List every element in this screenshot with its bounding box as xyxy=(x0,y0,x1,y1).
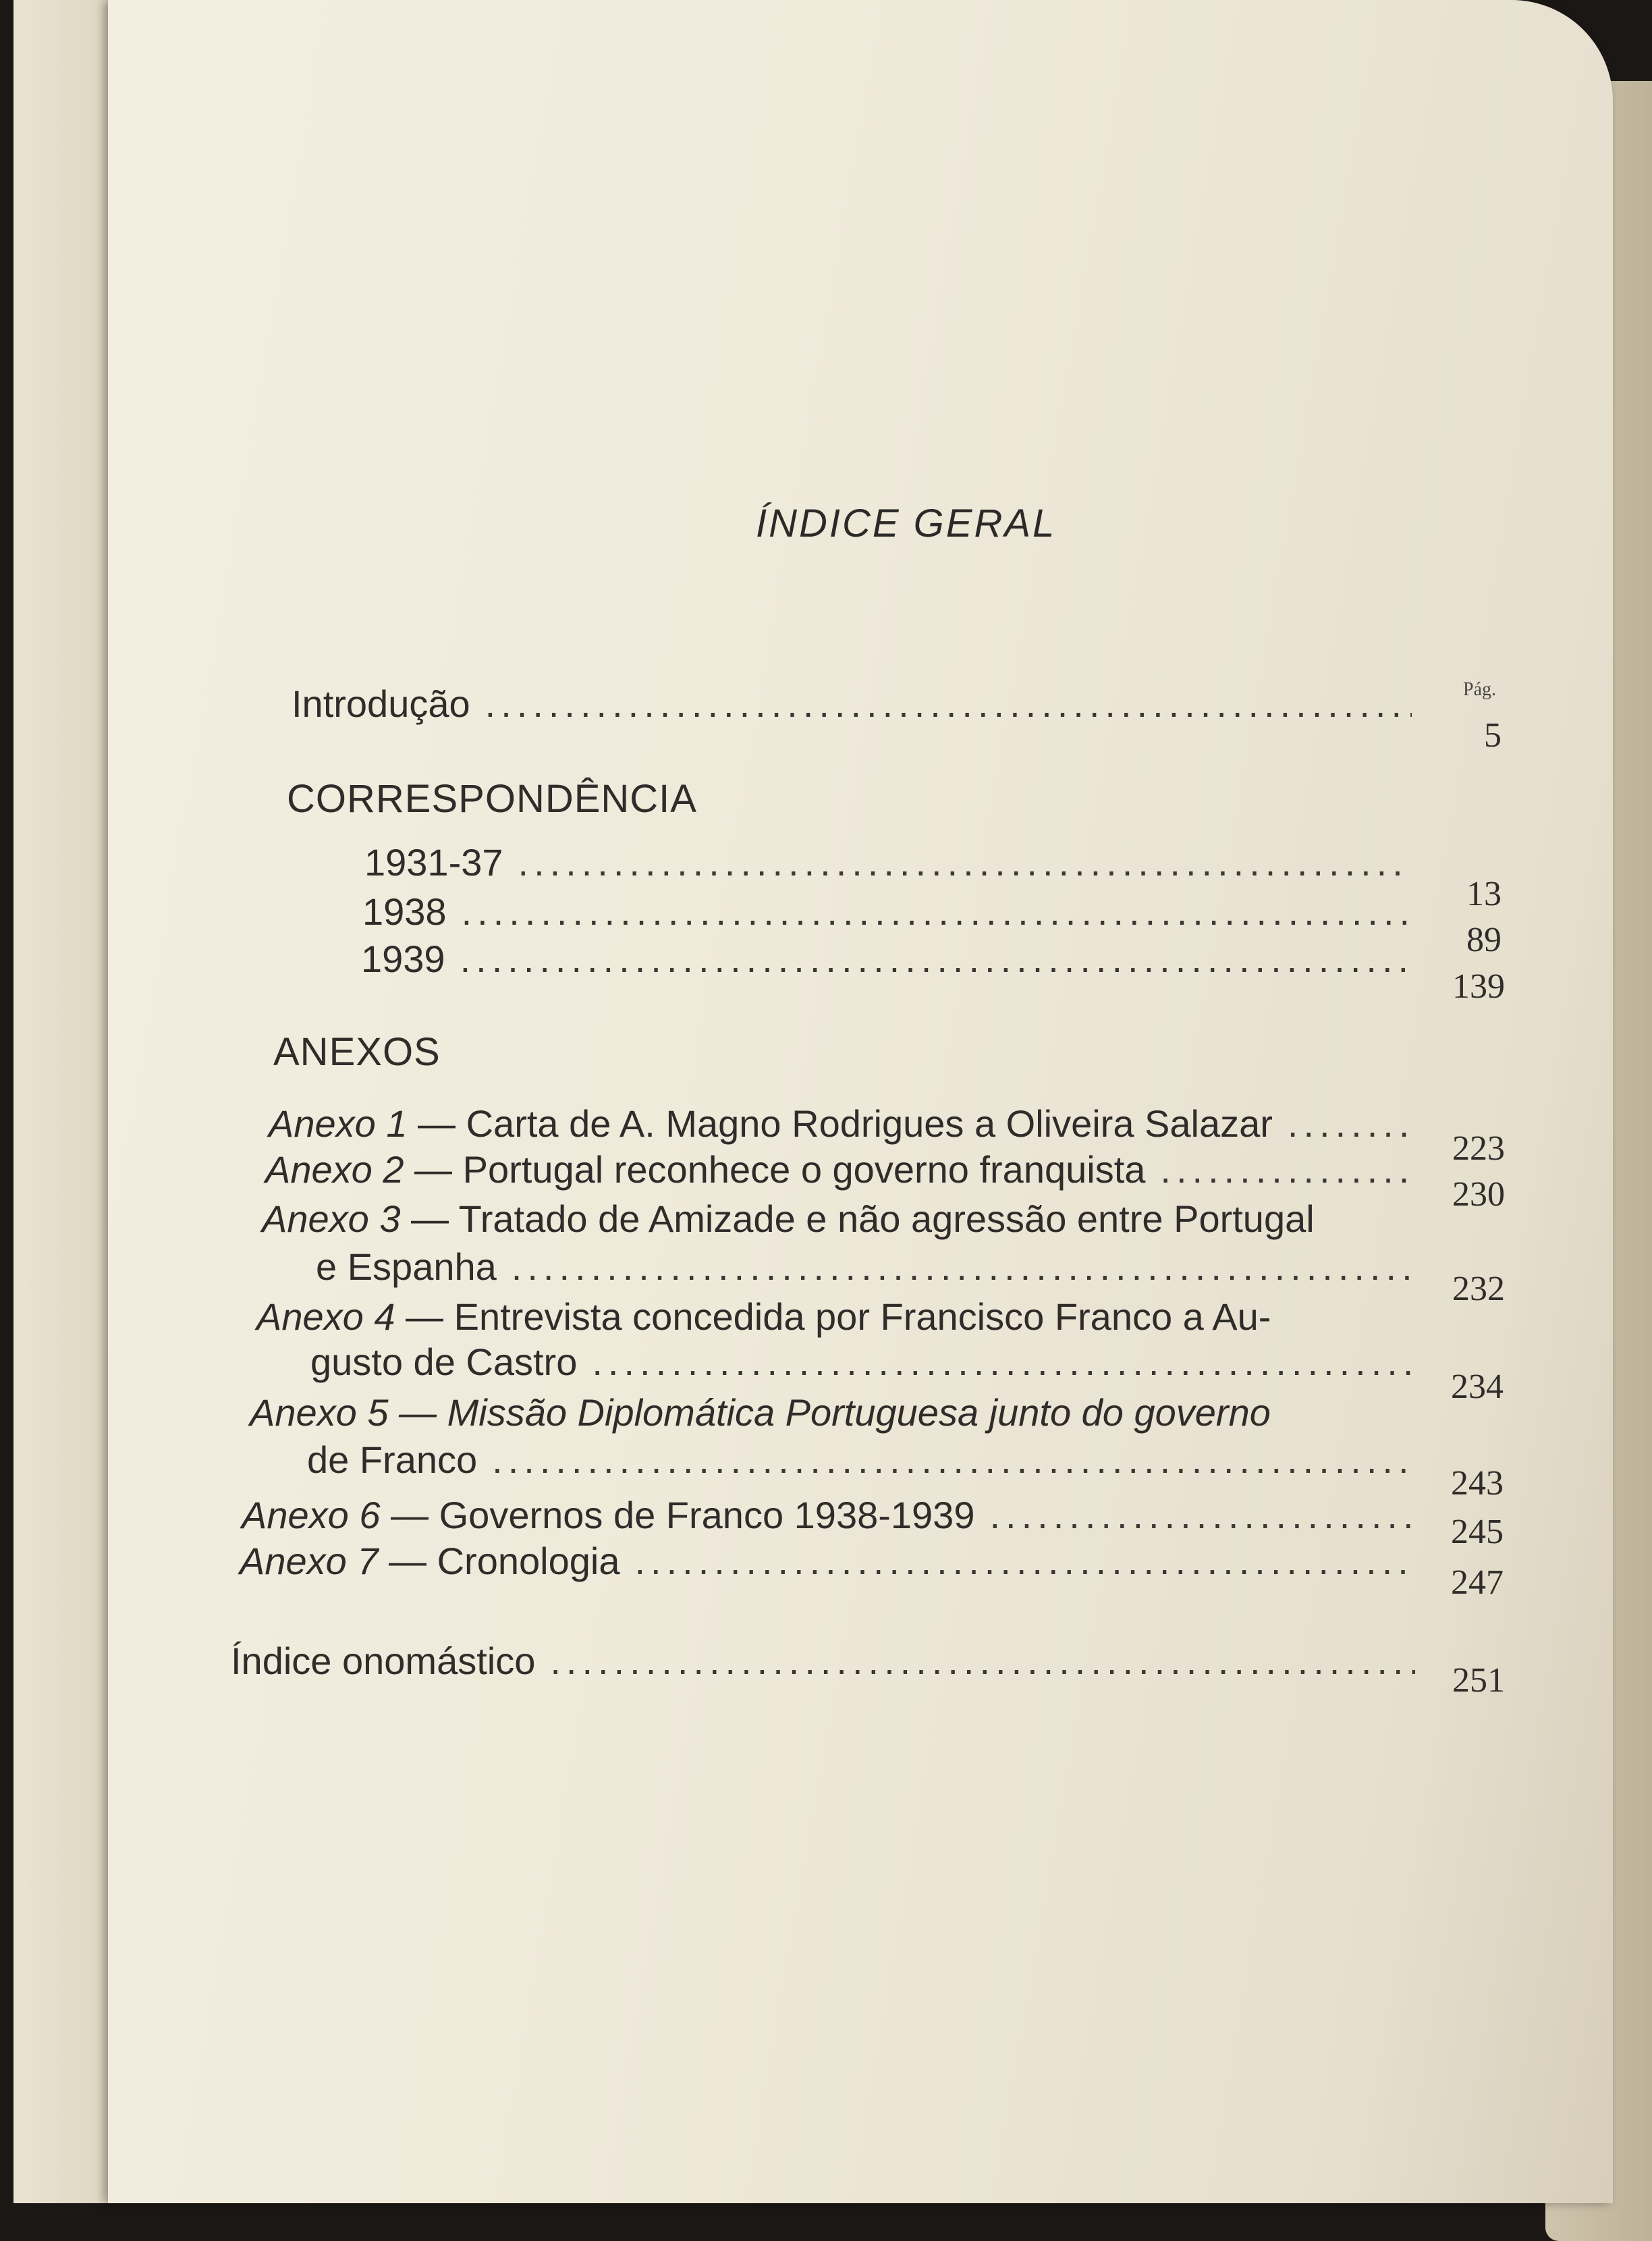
page-number: 139 xyxy=(1452,967,1505,1006)
toc-entry-anexo-5-continued: de Franco ..... xyxy=(307,1438,1414,1482)
page-number: 13 xyxy=(1466,875,1502,913)
toc-entry-anexo-1: Anexo 1 — Carta de A. Magno Rodrigues a Oliveira Salazar ..... xyxy=(269,1102,1409,1145)
page-number: 243 xyxy=(1451,1464,1504,1503)
page-number: 251 xyxy=(1452,1661,1505,1700)
toc-entry-anexo-3-continued: e Espanha ..... xyxy=(316,1245,1412,1289)
book-cover-edge xyxy=(13,0,115,2203)
page-number: 89 xyxy=(1466,921,1502,959)
toc-entry-anexo-5: Anexo 5 — Missão Diplomática Portuguesa junto do governo xyxy=(250,1391,1271,1434)
toc-entry-introducao: Introdução ..... xyxy=(292,682,1412,726)
page-number: 247 xyxy=(1451,1563,1504,1602)
section-heading-correspondencia: CORRESPONDÊNCIA xyxy=(287,777,697,821)
toc-entry-anexo-3: Anexo 3 — Tratado de Amizade e não agressão entre Portugal xyxy=(262,1197,1315,1240)
toc-entry: 1938 ..... xyxy=(362,890,1410,934)
page-column-label: Pág. xyxy=(1463,679,1496,700)
page-number: 230 xyxy=(1452,1175,1505,1214)
toc-entry: 1931-37 ..... xyxy=(364,840,1410,884)
page-number: 245 xyxy=(1451,1513,1504,1551)
toc-entry: 1939 ..... xyxy=(361,937,1410,981)
page-number: 223 xyxy=(1452,1129,1505,1168)
toc-entry-anexo-7: Anexo 7 — Cronologia ..... xyxy=(240,1539,1414,1583)
section-heading-anexos: ANEXOS xyxy=(273,1030,441,1074)
toc-entry-indice-onomastico: Índice onomástico ..... xyxy=(231,1639,1415,1683)
toc-entry-anexo-4: Anexo 4 — Entrevista concedida por Francisco Franco a Au- xyxy=(256,1295,1271,1338)
toc-entry-anexo-4-continued: gusto de Castro ..... xyxy=(310,1340,1414,1384)
toc-entry-anexo-2: Anexo 2 — Portugal reconhece o governo franquista ..... xyxy=(265,1148,1410,1191)
page-title: ÍNDICE GERAL xyxy=(756,502,1057,545)
toc-entry-anexo-6: Anexo 6 — Governos de Franco 1938-1939 ..... xyxy=(242,1493,1412,1537)
page-number: 232 xyxy=(1452,1270,1505,1308)
page-number: 5 xyxy=(1484,716,1502,755)
page-number: 234 xyxy=(1451,1368,1504,1406)
